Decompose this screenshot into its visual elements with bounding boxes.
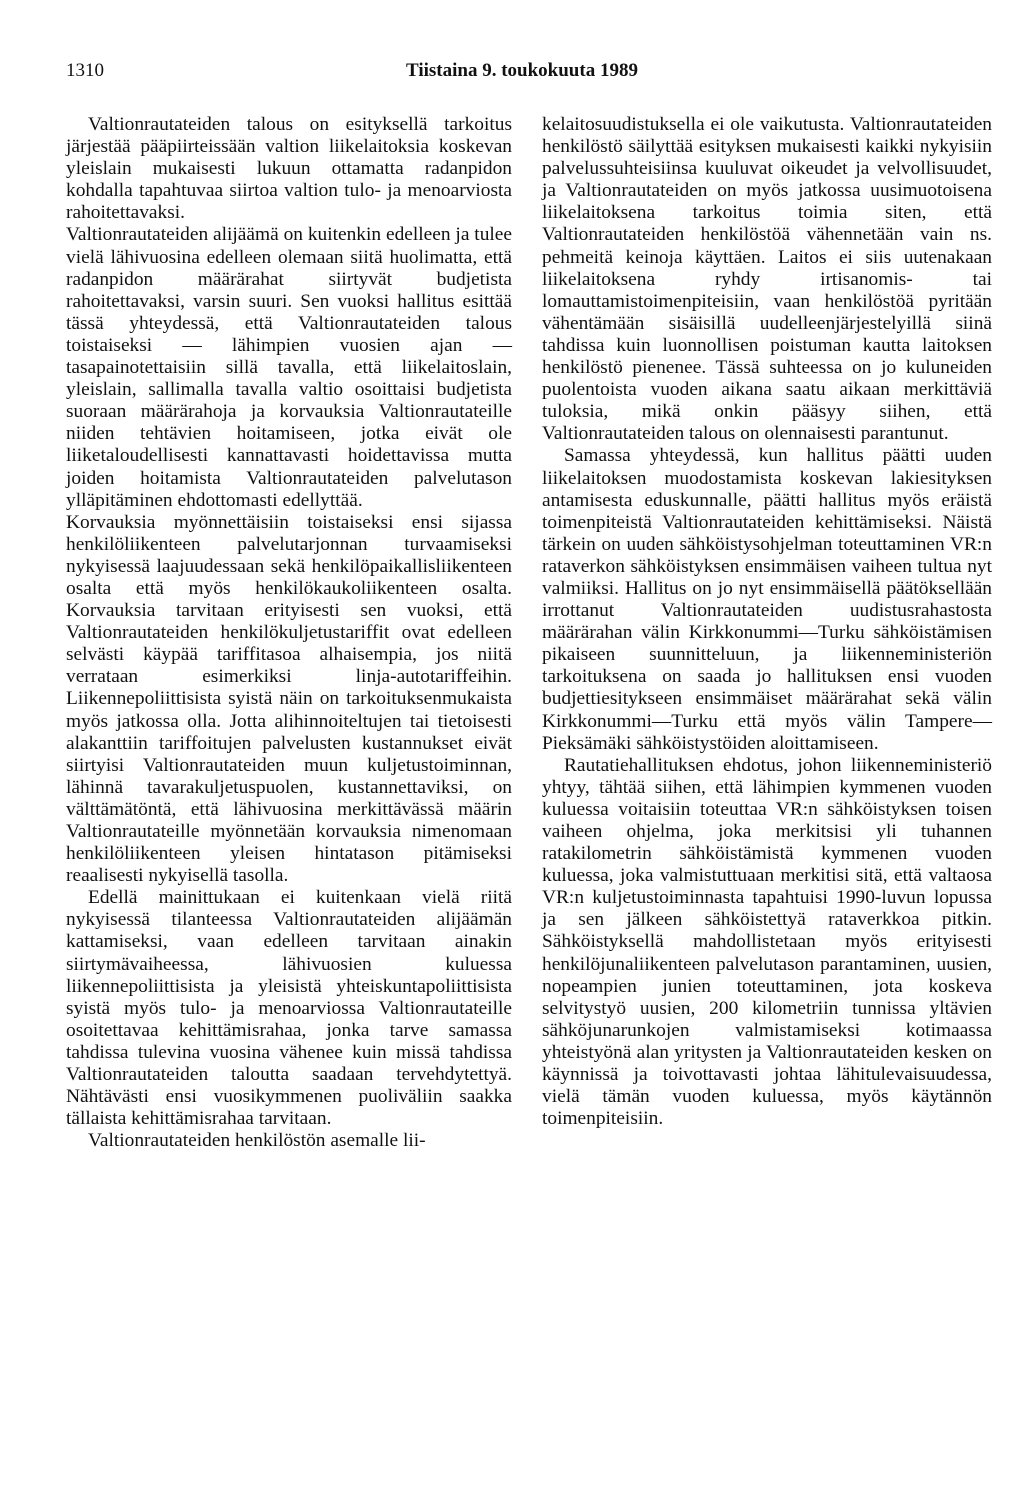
- page-header: [66, 60, 996, 86]
- paragraph: Valtionrautateiden talous on esityksellä tarkoitus järjestää pääpiirteissään valtion liikelaitoksia koskevan yleislain mukaisesti lukuun ottamatta radanpidon kohdalla tapahtuvaa siirtoa valtion tulo- ja menoarviosta rahoitettavaksi.: [66, 114, 512, 224]
- paragraph: kelaitosuudistuksella ei ole vaikutusta. Valtionrautateiden henkilöstö säilyttää esityksen mukaisesti kaikki nykyisiin palvelussuhteisiinsa kuuluvat oikeudet ja velvollisuudet, ja Valtionrautateiden on myös jatkossa uusimuotoisena liikelaitoksena tarkoitus toimia siten, että Valtionrautateiden henkilöstöä vähennetään vain ns. pehmeitä keinoja käyttäen. Laitos ei siis uutenakaan liikelaitoksena ryhdy irtisanomis- tai lomauttamistoimenpiteisiin, vaan henkilöstöä pyritään vähentämään sisäisillä uudelleenjärjestelyillä siinä tahdissa kuin luonnollisen poistuman kautta laitoksen henkilöstö pienenee. Tässä suhteessa on jo kuluneiden puolentoista vuoden aikana saatu aikaan merkittäviä tuloksia, mikä onkin pääsyy siihen, että Valtionrautateiden talous on olennaisesti parantunut.: [542, 114, 992, 445]
- left-column: [66, 114, 512, 1152]
- paragraph: Rautatiehallituksen ehdotus, johon liikenneministeriö yhtyy, tähtää siihen, että lähimpien kymmenen vuoden kuluessa voitaisiin toteuttaa VR:n sähköistyksen toisen vaiheen ohjelma, joka merkitsisi yli tuhannen ratakilometrin sähköistämistä kymmenen vuoden kuluessa, joka valmistuttuaan merkitisi sitä, että valtaosa VR:n kuljetustoiminnasta tapahtuisi 1990-luvun lopussa ja sen jälkeen sähköistettyä rataverkkoa pitkin. Sähköistyksellä mahdollistetaan myös erityisesti henkilöjunaliikenteen palvelutason parantaminen, uusien, nopeampien junien toteuttaminen, jota koskeva selvitystyö uusien, 200 kilometriin tunnissa yltävien sähköjunarunkojen valmistamiseksi kotimaassa yhteistyönä alan yritysten ja Valtionrautateiden kesken on käynnissä ja toivottavasti johtaa lähitulevaisuudessa, vielä tämän vuoden kuluessa, myös käytännön toimenpiteisiin.: [542, 754, 992, 1130]
- paragraph: Korvauksia myönnettäisiin toistaiseksi ensi sijassa henkilöliikenteen palvelutarjonnan turvaamiseksi nykyisessä laajuudessaan sekä henkilöpaikallisliikenteen osalta että myös henkilökaukoliikenteen osalta. Korvauksia tarvitaan erityisesti sen vuoksi, että Valtionrautateiden henkilökuljetustariffit ovat edelleen selvästi käypää tariffitasoa alhaisempia, jos niitä verrataan esimerkiksi linja-autotariffeihin. Liikennepoliittisista syistä näin on tarkoituksenmukaista myös jatkossa olla. Jotta alihinnoiteltujen tai tietoisesti alakanttiin tariffoitujen palvelusten kustannukset eivät siirtyisi Valtionrautateiden muun kuljetustoiminnan, lähinnä tavarakuljetuspuolen, kustannettaviksi, on välttämätöntä, että lähivuosina merkittävässä määrin Valtionrautateille myönnetään korvauksia nimenomaan henkilöliikenteen yleisen hintatason pitämiseksi reaalisesti nykyisellä tasolla.: [66, 511, 512, 887]
- paragraph: Edellä mainittukaan ei kuitenkaan vielä riitä nykyisessä tilanteessa Valtionrautateiden alijäämän kattamiseksi, vaan edelleen tarvitaan ainakin siirtymävaiheessa, lähivuosien kuluessa liikennepoliittisista ja yleisistä yhteiskuntapoliittisista syistä myös tulo- ja menoarviossa Valtionrautateille osoitettavaa kehittämisrahaa, jonka tarve samassa tahdissa tulevina vuosina vähenee kuin missä tahdissa Valtionrautateiden taloutta saadaan tervehdytettyä. Nähtävästi ensi vuosikymmenen puoliväliin saakka tällaista kehittämisrahaa tarvitaan.: [66, 887, 512, 1130]
- page-number: 1310: [66, 60, 104, 81]
- right-column: [542, 114, 992, 1130]
- session-date: Tiistaina 9. toukokuuta 1989: [406, 60, 638, 81]
- paragraph: Valtionrautateiden alijäämä on kuitenkin edelleen ja tulee vielä lähivuosina edelleen olemaan siitä huolimatta, että radanpidon määrärahat siirtyvät budjetista rahoitettavaksi, varsin suuri. Sen vuoksi hallitus esittää tässä yhteydessä, että Valtionrautateiden talous toistaiseksi — lähimpien vuosien ajan — tasapainotettaisiin sillä tavalla, että liikelaitoslain, yleislain, sallimalla tavalla valtio osoittaisi budjetista suoraan määrärahoja ja korvauksia Valtionrautateille niiden tehtävien hoitamiseen, jotka eivät ole liiketaloudellisesti kannattavasti hoidettavissa mutta joiden hoitamista Valtionrautateiden palvelutason ylläpitäminen ehdottomasti edellyttää.: [66, 224, 512, 511]
- paragraph: Samassa yhteydessä, kun hallitus päätti uuden liikelaitoksen muodostamista koskevan lakiesityksen antamisesta eduskunnalle, päätti hallitus myös eräistä toimenpiteistä Valtionrautateiden kehittämiseksi. Näistä tärkein on uuden sähköistysohjelman toteuttaminen VR:n rataverkon sähköistyksen ensimmäisen vaiheen tultua nyt valmiiksi. Hallitus on jo nyt ensimmäisellä päätöksellään irrottanut Valtionrautateiden uudistusrahastosta määrärahan välin Kirkkonummi—Turku sähköistämisen pikaiseen suunnitteluun, ja liikenneministeriön tarkoituksena on saada jo hallituksen ensi vuoden budjettiesitykseen ensimmäiset määrärahat sekä välin Kirkkonummi—Turku että myös välin Tampere—Pieksämäki sähköistystöiden aloittamiseen.: [542, 445, 992, 754]
- paragraph: Valtionrautateiden henkilöstön asemalle lii-: [88, 1130, 426, 1152]
